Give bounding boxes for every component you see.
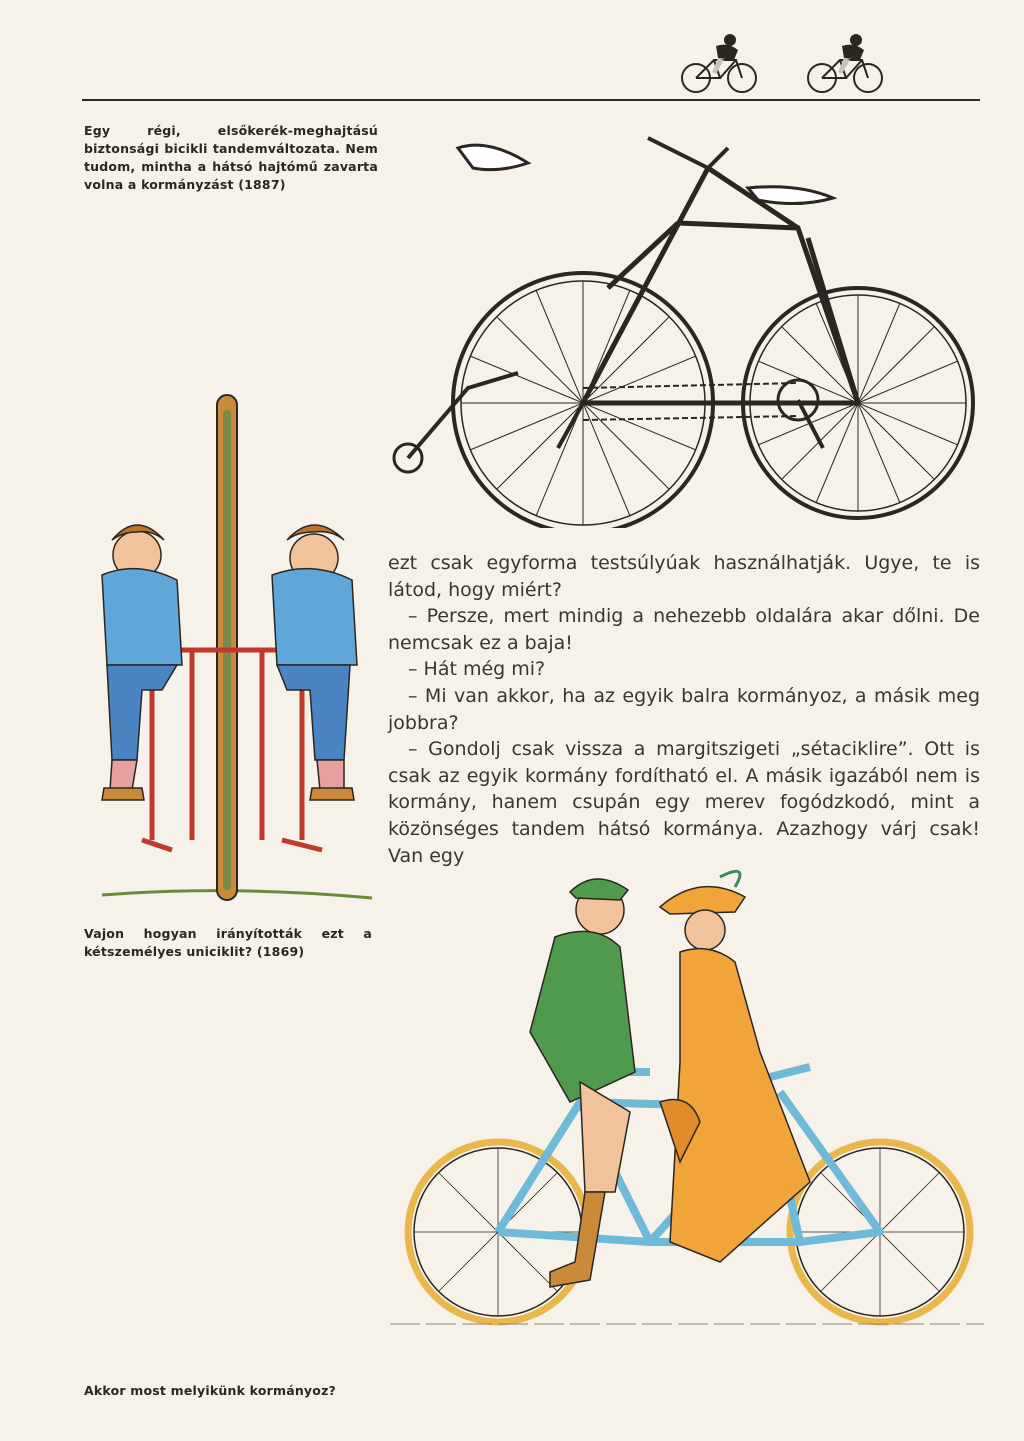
tandem-couple-illustration	[390, 862, 984, 1332]
body-paragraph: – Mi van akkor, ha az egyik balra kormányoz, a másik meg jobbra?	[388, 684, 980, 734]
body-paragraph: – Gondolj csak vissza a margitszigeti „sétaciklire”. Ott is csak az egyik kormány fordítható el. A másik igazából nem is kormány, hanem csupán egy merev fogódzkodó, mint a közönséges tandem hátsó kormánya. Azazhogy várj csak! Van egy	[388, 738, 980, 867]
bicycle-illustration-1887	[378, 128, 988, 528]
cyclist-icon	[676, 28, 886, 98]
body-paragraph: – Persze, mert mindig a nehezebb oldalára akar dőlni. De nemcsak ez a baja!	[388, 605, 980, 654]
body-paragraph: ezt csak egyforma testsúlyúak használhatják. Ugye, te is látod, hogy miért?	[388, 552, 980, 601]
caption-unicycle: Vajon hogyan irányították ezt a kétszemélyes uniciklit? (1869)	[84, 926, 372, 959]
body-paragraph: – Hát még mi?	[408, 658, 546, 681]
caption-safety-tandem: Egy régi, elsőkerék-meghajtású biztonsági bicikli tandemváltozata. Nem tudom, mintha a hátsó hajtómű zavarta volna a kormányzást (1887)	[84, 123, 378, 192]
header-rule	[82, 99, 980, 101]
body-text	[388, 550, 980, 869]
caption-couple: Akkor most melyikünk kormányoz?	[84, 1383, 336, 1398]
unicycle-illustration-1869	[82, 390, 384, 910]
